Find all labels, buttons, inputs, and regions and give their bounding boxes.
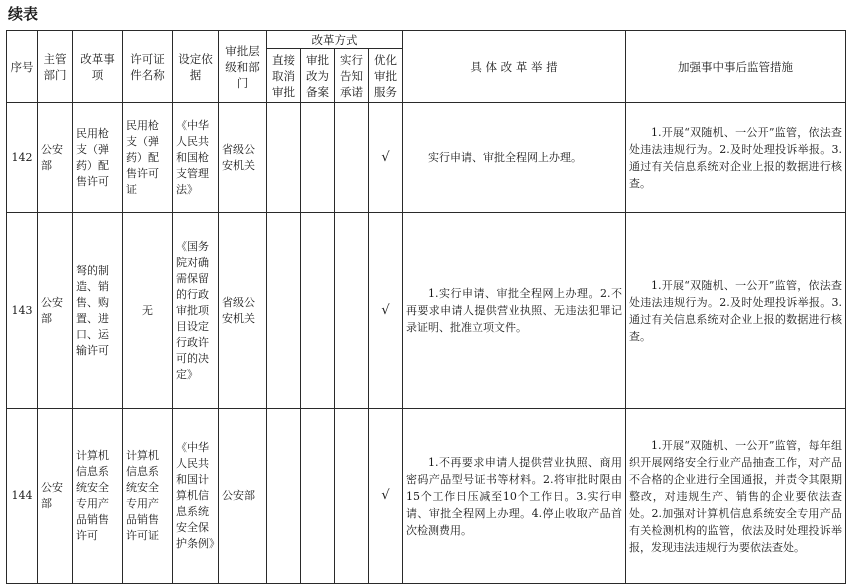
cell-supervision: 1.开展“双随机、一公开”监管，每年组织开展网络安全行业产品抽查工作，对产品不合格的企业进行全国通报，并责令其限期整改，对违规生产、销售的企业要依法查处。2.加强对计算机信息系统安全专用产品有关检测机构的监管，依法及时处理投诉举报，发现违法违规行为要依法查处。 [626,409,846,584]
cell-filing [301,213,335,409]
table-row [7,103,846,213]
cell-license: 计算机信息系统安全专用产品销售许可证 [123,409,173,584]
cell-notify [335,213,369,409]
cell-dept: 公安部 [38,409,73,584]
cell-license: 无 [123,213,173,409]
header-row-top [7,31,846,49]
header-item: 改革事项 [73,31,123,103]
header-basis: 设定依据 [173,31,219,103]
cell-optimize-check: √ [369,409,403,584]
cell-dept: 公安部 [38,103,73,213]
cell-dept: 公安部 [38,213,73,409]
cell-level: 公安部 [219,409,267,584]
header-notify: 实行告知承诺 [335,49,369,103]
cell-level: 省级公安机关 [219,213,267,409]
cell-item: 民用枪支（弹药）配售许可 [73,103,123,213]
header-supervision: 加强事中事后监管措施 [626,31,846,103]
table-row [7,409,846,584]
cell-license: 民用枪支（弹药）配售许可证 [123,103,173,213]
cell-cancel [267,213,301,409]
header-method-group: 改革方式 [267,31,403,49]
cell-filing [301,409,335,584]
cell-supervision: 1.开展“双随机、一公开”监管，依法查处违法违规行为。2.及时处理投诉举报。3.通过有关信息系统对企业上报的数据进行核查。 [626,213,846,409]
cell-measures: 实行申请、审批全程网上办理。 [403,103,626,213]
header-measures: 具 体 改 革 举 措 [403,31,626,103]
header-cancel: 直接取消审批 [267,49,301,103]
cell-basis: 《国务院对确需保留的行政审批项目设定行政许可的决定》 [173,213,219,409]
reform-table [6,30,846,584]
header-dept: 主管部门 [38,31,73,103]
cell-seq: 144 [7,409,38,584]
header-filing: 审批改为备案 [301,49,335,103]
cell-basis: 《中华人民共和国计算机信息系统安全保护条例》 [173,409,219,584]
cell-item: 弩的制造、销售、购置、进口、运输许可 [73,213,123,409]
cell-item: 计算机信息系统安全专用产品销售许可 [73,409,123,584]
cell-supervision: 1.开展“双随机、一公开”监管，依法查处违法违规行为。2.及时处理投诉举报。3.通过有关信息系统对企业上报的数据进行核查。 [626,103,846,213]
header-level: 审批层级和部门 [219,31,267,103]
cell-cancel [267,409,301,584]
table-row [7,213,846,409]
cell-notify [335,103,369,213]
header-license: 许可证件名称 [123,31,173,103]
header-seq: 序号 [7,31,38,103]
page-title: 续表 [8,5,39,23]
cell-cancel [267,103,301,213]
cell-measures: 1.实行申请、审批全程网上办理。2.不再要求申请人提供营业执照、无违法犯罪记录证明、批准立项文件。 [403,213,626,409]
cell-level: 省级公安机关 [219,103,267,213]
cell-notify [335,409,369,584]
cell-filing [301,103,335,213]
header-optimize: 优化审批服务 [369,49,403,103]
cell-basis: 《中华人民共和国枪支管理法》 [173,103,219,213]
cell-optimize-check: √ [369,103,403,213]
cell-seq: 143 [7,213,38,409]
cell-optimize-check: √ [369,213,403,409]
cell-seq: 142 [7,103,38,213]
cell-measures: 1.不再要求申请人提供营业执照、商用密码产品型号证书等材料。2.将审批时限由15个工作日压减至10个工作日。3.实行申请、审批全程网上办理。4.停止收取产品首次检测费用。 [403,409,626,584]
